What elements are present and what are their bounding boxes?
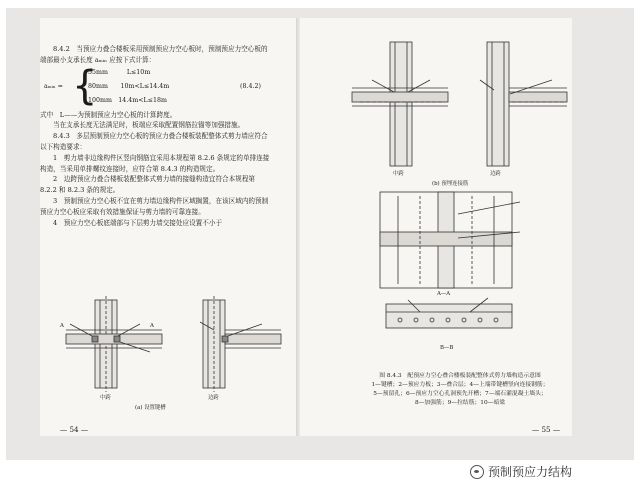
clause-8-4-3: 8.4.3 多层预制预应力空心板的预应力叠合楼板装配整体式剪力墙应符合以下构造要求：	[40, 132, 268, 151]
wechat-icon	[470, 465, 484, 479]
item-4: 4 预应力空心板底端部与下层剪力墙交接处应设置不小于	[53, 218, 223, 227]
section-mark-a-left: A	[60, 323, 64, 329]
formula-lhs: aₘᵢₙ =	[44, 82, 63, 90]
watermark-text: 预制预应力结构	[488, 465, 573, 479]
section-title-b-b: B—B	[440, 345, 454, 351]
label-middle-span-b: 中跨	[393, 171, 404, 177]
page-number-right: — 55 —	[532, 425, 561, 434]
formula-legend: 式中 L——为预制预应力空心板的计算跨度。	[40, 110, 177, 119]
figure-8-4-3-caption	[355, 372, 565, 408]
paragraph-reinforcement: 当在支承长度无法满足时，板端应采取配置钢筋拉锚等加强措施。	[53, 121, 245, 130]
formula-number: (8.4.2)	[240, 82, 261, 90]
legend-line-2: 5—预留孔；6—预应力空心孔洞预先开槽；7—端石灌混凝土墙头；	[373, 391, 547, 397]
legend-line-3: 8—加强筋；9—拉结筋；10—暗梁	[414, 400, 506, 406]
figure-title: 图 8.4.3 配预应力空心叠合楼板装配整体式剪力墙构造示意图	[379, 373, 541, 379]
label-side-span-b: 边跨	[490, 171, 501, 177]
figure-a-caption: (a) 设置键槽	[135, 405, 166, 411]
section-mark-a-right: A	[150, 323, 154, 329]
formula-case-2: 80mm 10m<L≤14.4m	[88, 82, 170, 90]
item-3: 3 预制预应力空心板不宜在剪力墙边缘构件区域搁置，在该区域内的预制预应力空心板应采取有效措施保证与剪力墙的可靠连接。	[40, 196, 269, 216]
formula-case-1: 55mm L≤10m	[88, 68, 151, 76]
item-2: 2 边跨预应力叠合楼板装配整体式剪力墙的接缝构造宜符合本规程第 8.2.2 和 8.2.3 条的规定。	[40, 175, 256, 195]
figure-b-caption: (b) 预埋连接筋	[432, 181, 469, 187]
legend-line-1: 1—键槽；2—预应力板；3—叠合层；4—上端带键槽竖向连接钢筋；	[371, 382, 549, 388]
clause-8-4-2: 8.4.2 当预应力叠合楼板采用预制预应力空心板时，预制预应力空心板的端部最小支承长度 aₘᵢₙ 应按下式计算：	[40, 45, 268, 64]
formula-case-3: 100mm 14.4m<L≤18m	[88, 96, 167, 104]
formula-brace: {	[72, 62, 98, 109]
item-1: 1 剪力墙非边缘构件区竖向钢筋宜采用本规程第 8.2.6 条规定的单排连接构造，当采用单排螺纹连接时，应符合第 8.4.3 的构造规定。	[40, 153, 270, 173]
watermark	[470, 463, 572, 480]
label-side-span-a: 边跨	[208, 395, 219, 401]
page-number-left: — 54 —	[60, 425, 89, 434]
label-middle-span-a: 中跨	[100, 395, 111, 401]
section-title-a-a: A—A	[437, 291, 451, 297]
